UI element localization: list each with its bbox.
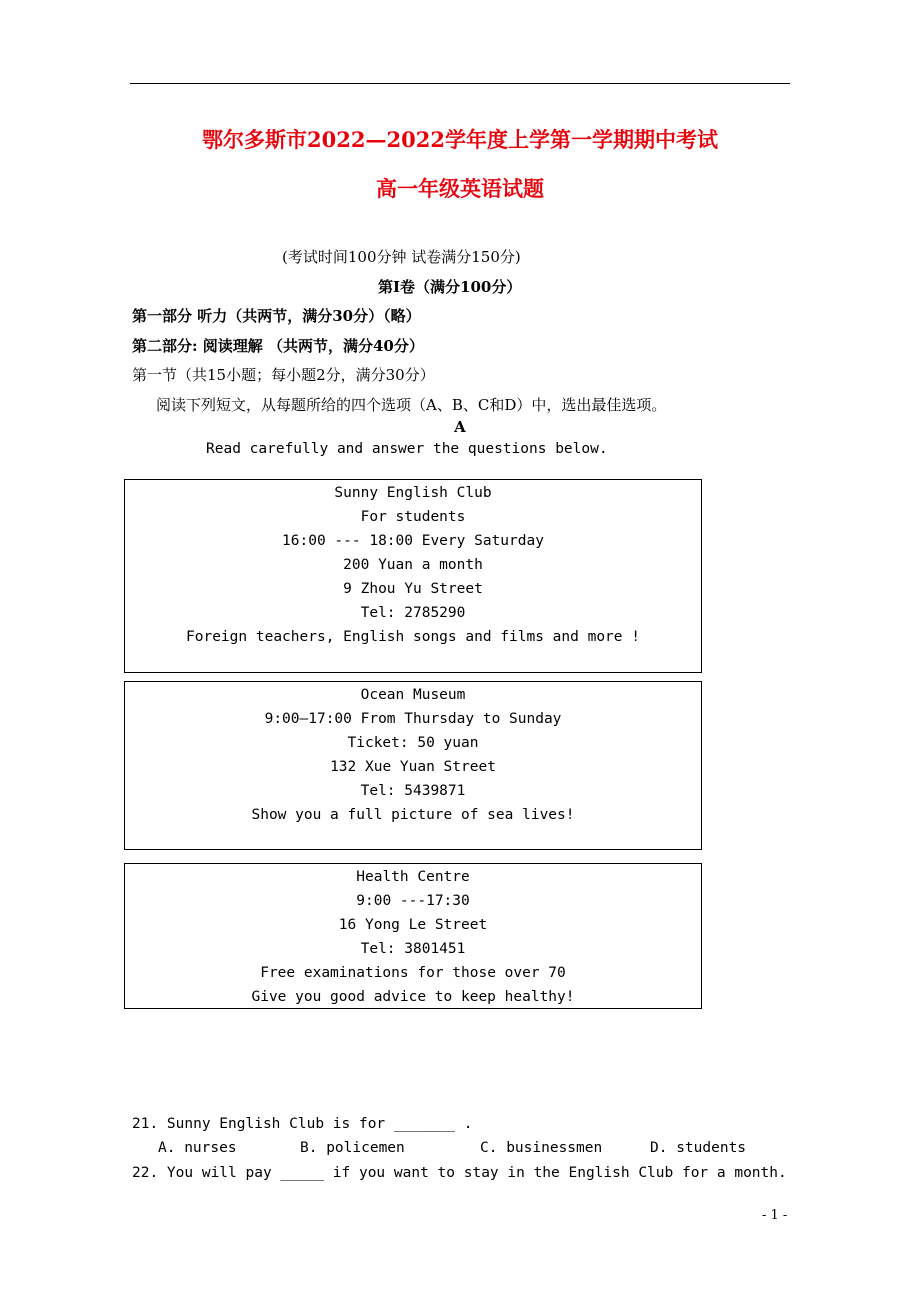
ad-line: 200 Yuan a month (343, 557, 483, 573)
ad-box-ocean-museum (124, 681, 702, 850)
ad-line: Tel: 2785290 (360, 605, 466, 621)
ad-line: Show you a full picture of sea lives! (251, 807, 575, 823)
ad-line: Free examinations for those over 70 (260, 965, 566, 981)
page-number: - 1 - (762, 1208, 788, 1223)
ad-line: 132 Xue Yuan Street (330, 759, 496, 775)
ad-line: 9:00—17:00 From Thursday to Sunday (264, 711, 562, 727)
section1-heading: 第一节（共15小题；每小题2分，满分30分） (132, 366, 435, 384)
option-d: D. students (650, 1140, 747, 1156)
ad-line: Tel: 5439871 (360, 783, 466, 799)
exam-info: (考试时间100分钟 试卷满分150分) (282, 248, 521, 266)
ad-line: For students (360, 509, 466, 525)
ad-line: Health Centre (356, 869, 470, 885)
option-b: B. policemen (300, 1140, 405, 1156)
part1-heading: 第一部分 听力（共两节，满分30分）（略） (132, 307, 421, 325)
ad-line: Ocean Museum (360, 687, 466, 703)
ad-line: Ticket: 50 yuan (347, 735, 479, 751)
part2-heading: 第二部分: 阅读理解 （共两节，满分40分） (132, 337, 424, 355)
question-21: 21. Sunny English Club is for _______ . (132, 1116, 473, 1132)
option-c: C. businessmen (480, 1140, 603, 1156)
read-prompt: Read carefully and answer the questions below. (206, 441, 608, 457)
ad-box-english-club (124, 479, 702, 673)
ad-line: Tel: 3801451 (360, 941, 466, 957)
ad-line: 16 Yong Le Street (338, 917, 488, 933)
ad-line: Foreign teachers, English songs and films and more ! (186, 629, 640, 645)
exam-title: 鄂尔多斯市2022—2022学年度上学第一学期期中考试 (202, 127, 718, 152)
passage-letter: A (454, 418, 466, 436)
ad-line: Sunny English Club (334, 485, 492, 501)
option-a: A. nurses (158, 1140, 237, 1156)
question-22: 22. You will pay _____ if you want to stay in the English Club for a month. (132, 1165, 787, 1181)
ad-line: 9:00 ---17:30 (356, 893, 470, 909)
top-rule (130, 83, 790, 84)
ad-line: 16:00 --- 18:00 Every Saturday (282, 533, 544, 549)
instruction: 阅读下列短文，从每题所给的四个选项（A、B、C和D）中，选出最佳选项。 (156, 396, 667, 414)
volume-heading: 第Ⅰ卷（满分100分） (378, 278, 522, 296)
exam-subtitle: 高一年级英语试题 (376, 176, 544, 201)
ad-line: Give you good advice to keep healthy! (251, 989, 575, 1005)
ad-line: 9 Zhou Yu Street (343, 581, 483, 597)
ad-box-health-centre (124, 863, 702, 1009)
